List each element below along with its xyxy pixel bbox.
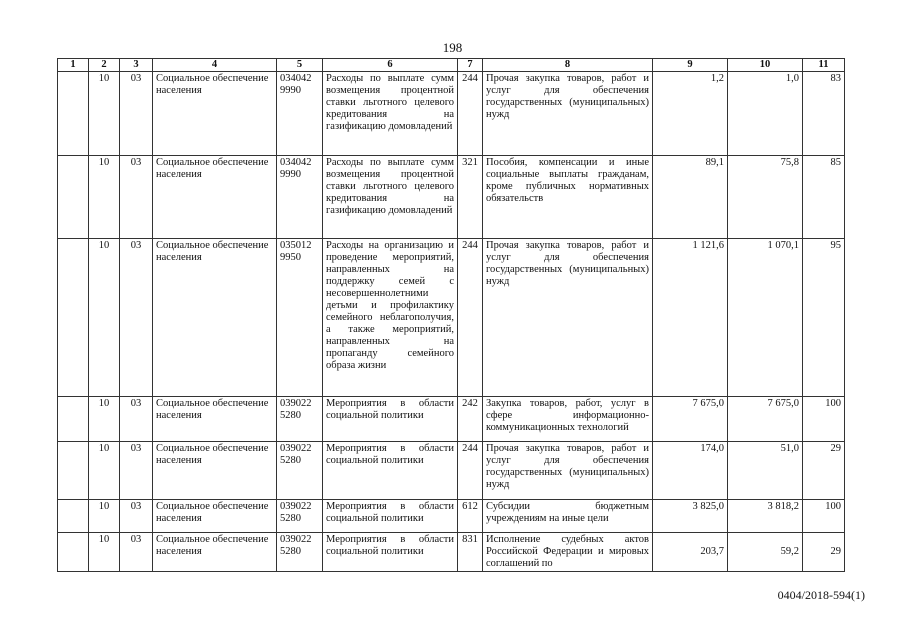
table-row xyxy=(58,500,845,533)
cell-expense-type: 242 xyxy=(458,397,483,442)
cell-target-code: 039022 5280 xyxy=(277,397,323,442)
cell-subsection: 03 xyxy=(120,239,153,397)
cell-section-name: Социальное обеспечение населения xyxy=(153,72,277,156)
cell-expense-name: Закупка товаров, работ, услуг в сфере информационно-коммуникационных технологий xyxy=(483,397,653,442)
table-row xyxy=(58,533,845,572)
cell-section: 10 xyxy=(89,500,120,533)
header-cell: 6 xyxy=(323,59,458,72)
cell-target-name: Расходы по выплате сумм возмещения процентной ставки льготного целевого кредитования на газификацию домовладений xyxy=(323,72,458,156)
cell-col1 xyxy=(58,442,89,500)
cell-planned: 3 825,0 xyxy=(653,500,728,533)
cell-executed: 75,8 xyxy=(728,156,803,239)
cell-planned: 1 121,6 xyxy=(653,239,728,397)
cell-section: 10 xyxy=(89,442,120,500)
cell-section: 10 xyxy=(89,397,120,442)
cell-expense-type: 612 xyxy=(458,500,483,533)
cell-expense-type: 244 xyxy=(458,442,483,500)
cell-expense-type: 321 xyxy=(458,156,483,239)
cell-target-code: 035012 9950 xyxy=(277,239,323,397)
header-cell: 2 xyxy=(89,59,120,72)
cell-subsection: 03 xyxy=(120,442,153,500)
cell-expense-type: 244 xyxy=(458,239,483,397)
cell-section-name: Социальное обеспечение населения xyxy=(153,500,277,533)
cell-percent: 29 xyxy=(803,533,845,572)
cell-subsection: 03 xyxy=(120,397,153,442)
cell-target-code: 034042 9990 xyxy=(277,72,323,156)
cell-col1 xyxy=(58,239,89,397)
cell-target-code: 039022 5280 xyxy=(277,533,323,572)
cell-target-name: Мероприятия в области социальной политики xyxy=(323,442,458,500)
cell-executed: 1 070,1 xyxy=(728,239,803,397)
cell-section-name: Социальное обеспечение населения xyxy=(153,156,277,239)
header-cell: 9 xyxy=(653,59,728,72)
cell-executed: 1,0 xyxy=(728,72,803,156)
header-cell: 4 xyxy=(153,59,277,72)
cell-expense-name: Исполнение судебных актов Российской Федерации и мировых соглашений по xyxy=(483,533,653,572)
cell-target-code: 034042 9990 xyxy=(277,156,323,239)
cell-col1 xyxy=(58,397,89,442)
cell-target-code: 039022 5280 xyxy=(277,500,323,533)
table-row xyxy=(58,397,845,442)
cell-subsection: 03 xyxy=(120,533,153,572)
cell-col1 xyxy=(58,533,89,572)
header-cell: 7 xyxy=(458,59,483,72)
cell-planned: 1,2 xyxy=(653,72,728,156)
cell-executed: 51,0 xyxy=(728,442,803,500)
cell-subsection: 03 xyxy=(120,156,153,239)
cell-target-name: Мероприятия в области социальной политики xyxy=(323,533,458,572)
table-row xyxy=(58,442,845,500)
cell-percent: 29 xyxy=(803,442,845,500)
cell-section-name: Социальное обеспечение населения xyxy=(153,533,277,572)
cell-section-name: Социальное обеспечение населения xyxy=(153,442,277,500)
cell-percent: 95 xyxy=(803,239,845,397)
cell-expense-name: Прочая закупка товаров, работ и услуг для обеспечения государственных (муниципальных) нужд xyxy=(483,72,653,156)
cell-section: 10 xyxy=(89,239,120,397)
cell-section: 10 xyxy=(89,72,120,156)
cell-target-name: Расходы на организацию и проведение мероприятий, направленных на поддержку семей с несовершеннолетними детьми и профилактику семейного неблагополучия, а также мероприятий, направленных на пропаганду семейного образа жизни xyxy=(323,239,458,397)
table-row xyxy=(58,239,845,397)
cell-percent: 100 xyxy=(803,397,845,442)
cell-executed: 7 675,0 xyxy=(728,397,803,442)
cell-section-name: Социальное обеспечение населения xyxy=(153,239,277,397)
cell-section-name: Социальное обеспечение населения xyxy=(153,397,277,442)
cell-col1 xyxy=(58,72,89,156)
header-cell: 8 xyxy=(483,59,653,72)
cell-expense-type: 831 xyxy=(458,533,483,572)
cell-expense-name: Прочая закупка товаров, работ и услуг для обеспечения государственных (муниципальных) нужд xyxy=(483,442,653,500)
cell-section: 10 xyxy=(89,533,120,572)
cell-planned: 174,0 xyxy=(653,442,728,500)
table-row xyxy=(58,72,845,156)
cell-section: 10 xyxy=(89,156,120,239)
cell-col1 xyxy=(58,156,89,239)
table-row xyxy=(58,156,845,239)
cell-executed: 59,2 xyxy=(728,533,803,572)
cell-target-name: Мероприятия в области социальной политики xyxy=(323,500,458,533)
cell-subsection: 03 xyxy=(120,72,153,156)
cell-planned: 7 675,0 xyxy=(653,397,728,442)
cell-target-code: 039022 5280 xyxy=(277,442,323,500)
cell-subsection: 03 xyxy=(120,500,153,533)
document-code: 0404/2018-594(1) xyxy=(777,588,865,602)
cell-expense-name: Субсидии бюджетным учреждениям на иные цели xyxy=(483,500,653,533)
page-number: 198 xyxy=(442,40,463,55)
cell-expense-name: Пособия, компенсации и иные социальные выплаты гражданам, кроме публичных нормативных обязательств xyxy=(483,156,653,239)
cell-planned: 89,1 xyxy=(653,156,728,239)
cell-target-name: Расходы по выплате сумм возмещения процентной ставки льготного целевого кредитования на газификацию домовладений xyxy=(323,156,458,239)
cell-target-name: Мероприятия в области социальной политики xyxy=(323,397,458,442)
cell-col1 xyxy=(58,500,89,533)
cell-expense-type: 244 xyxy=(458,72,483,156)
header-row xyxy=(58,59,845,72)
cell-percent: 85 xyxy=(803,156,845,239)
budget-table xyxy=(57,58,845,572)
header-cell: 11 xyxy=(803,59,845,72)
cell-percent: 100 xyxy=(803,500,845,533)
header-cell: 5 xyxy=(277,59,323,72)
header-cell: 3 xyxy=(120,59,153,72)
header-cell: 1 xyxy=(58,59,89,72)
cell-percent: 83 xyxy=(803,72,845,156)
cell-expense-name: Прочая закупка товаров, работ и услуг для обеспечения государственных (муниципальных) нужд xyxy=(483,239,653,397)
cell-executed: 3 818,2 xyxy=(728,500,803,533)
cell-planned: 203,7 xyxy=(653,533,728,572)
header-cell: 10 xyxy=(728,59,803,72)
